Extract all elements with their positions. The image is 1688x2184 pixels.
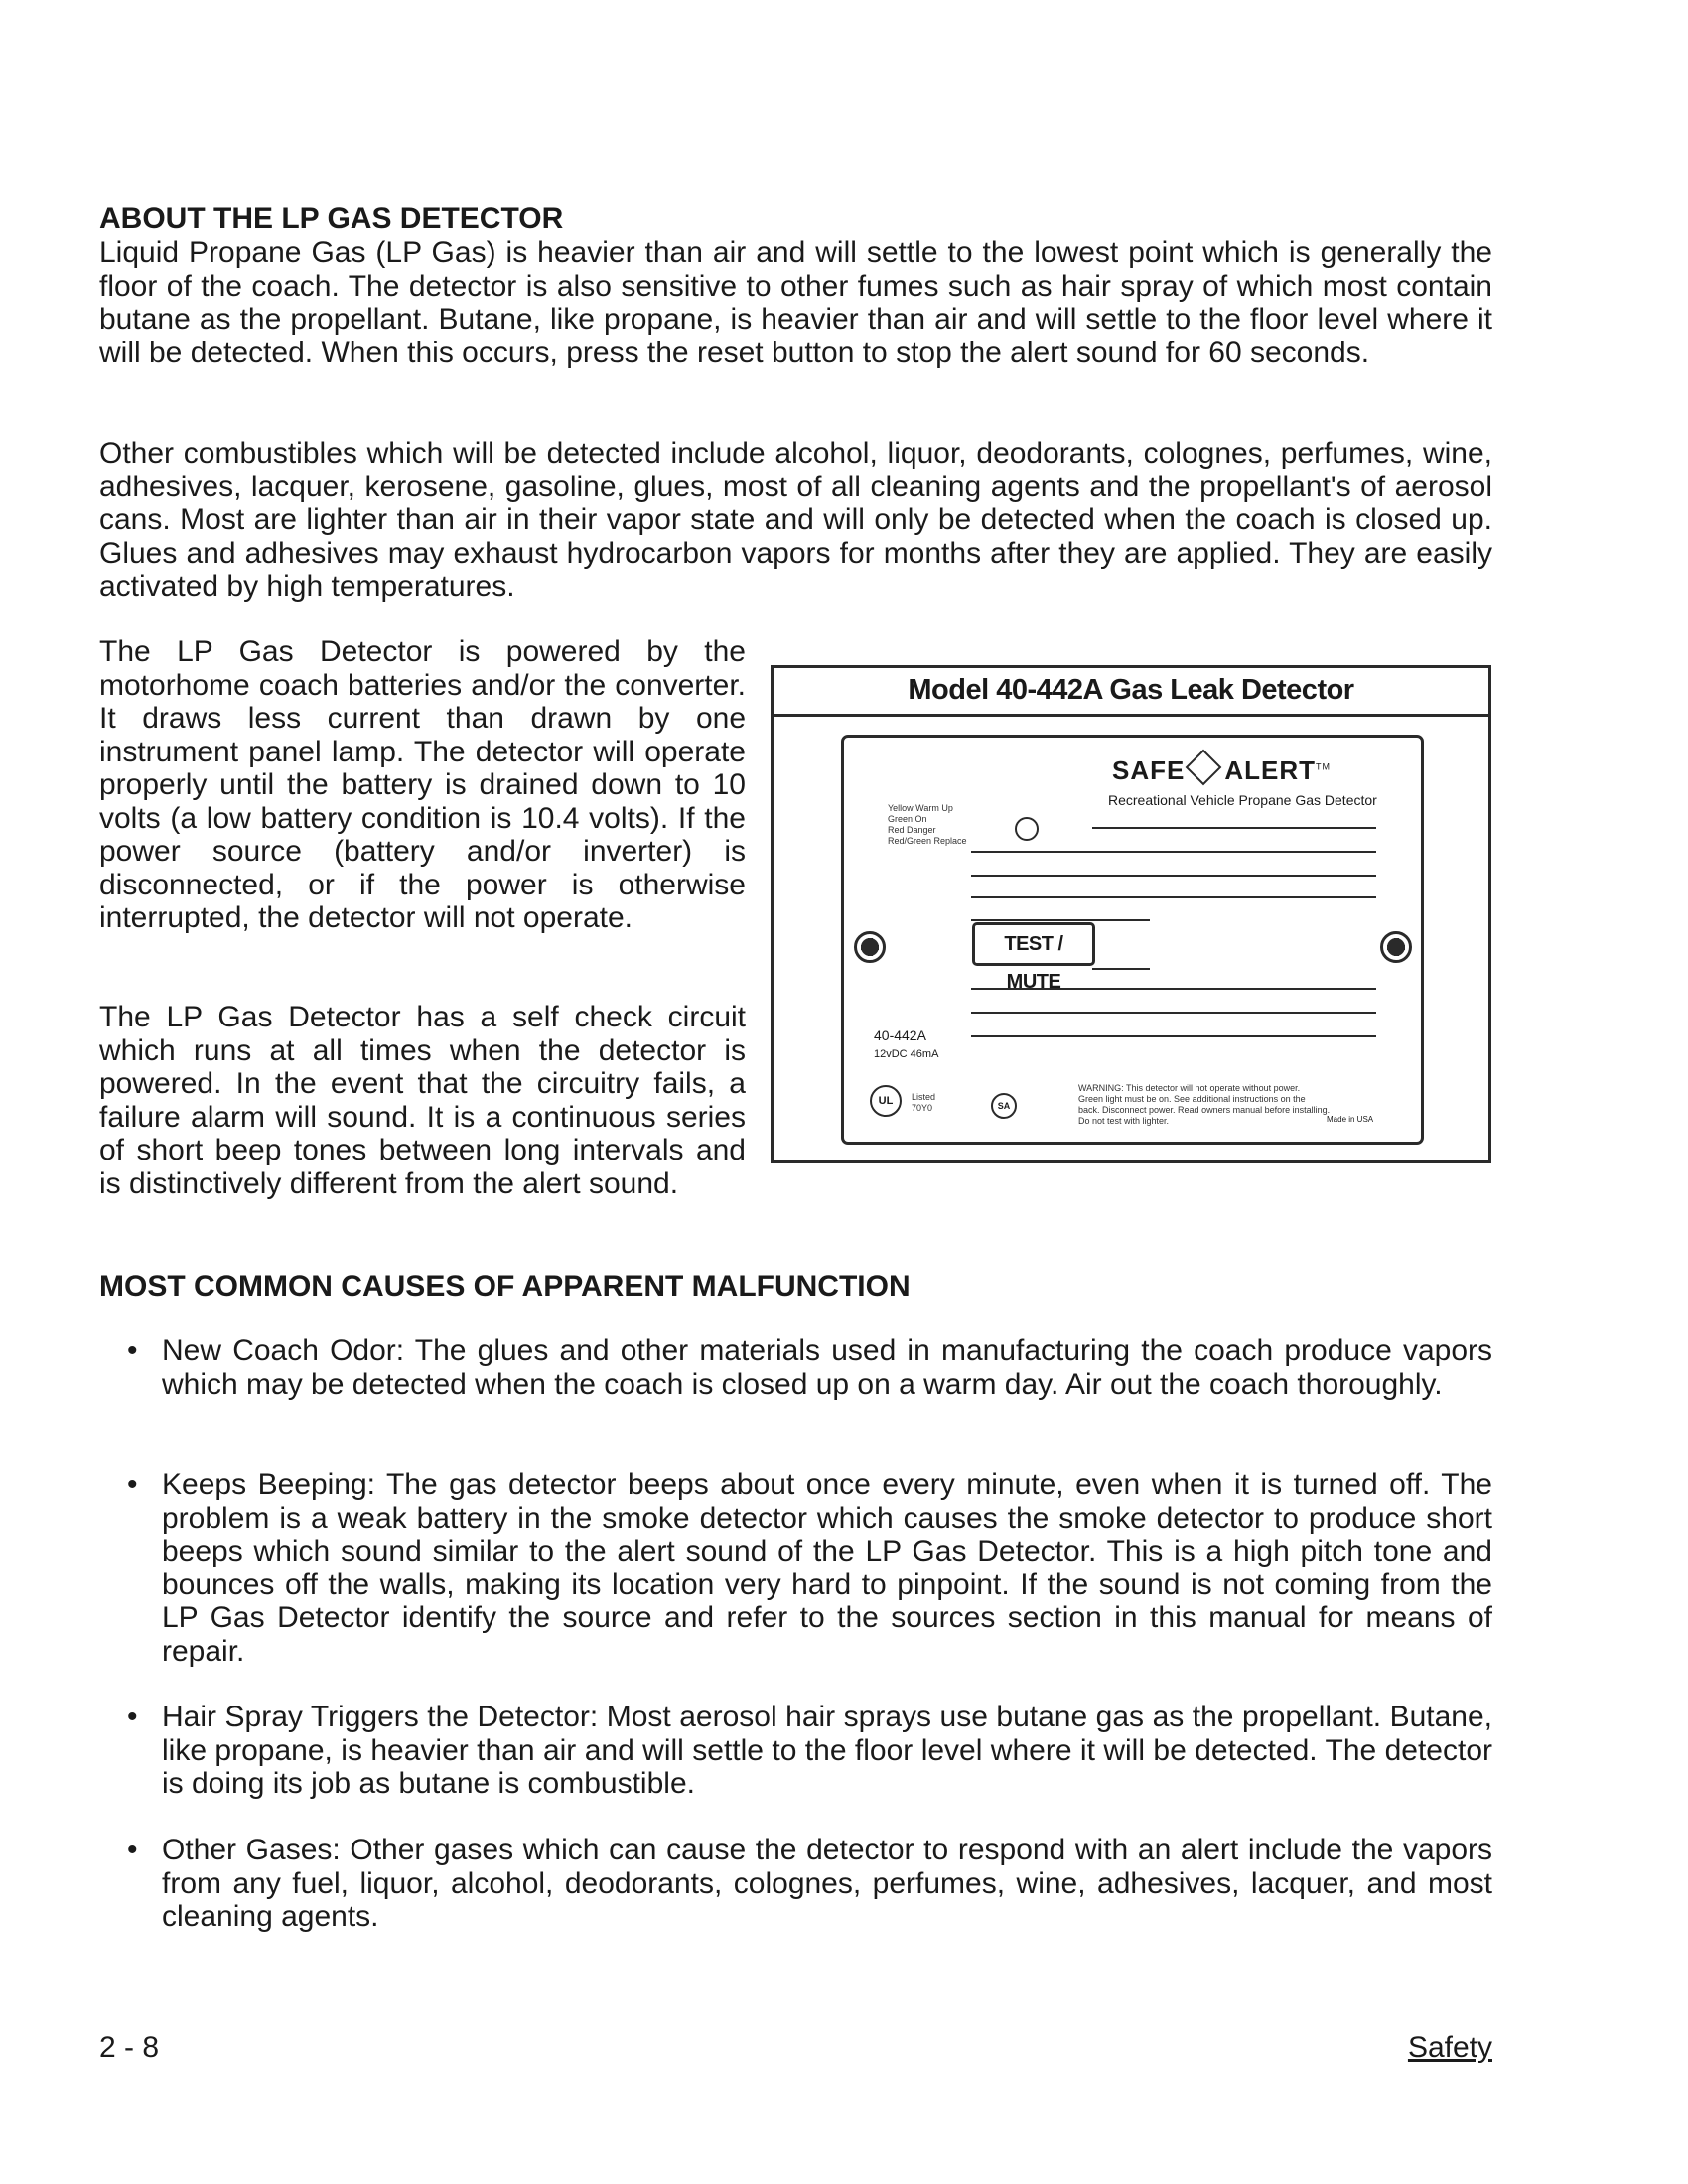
brand-diamond-icon	[1186, 750, 1222, 786]
legend-line: Red Danger	[888, 825, 936, 835]
warning-line: back. Disconnect power. Read owners manual before installing.	[1078, 1105, 1331, 1115]
detector-faceplate	[841, 735, 1424, 1145]
paragraph-lp-gas-intro: Liquid Propane Gas (LP Gas) is heavier than air and will settle to the lowest point which is generally the floor of the coach. The detector is also sensitive to other fumes such as hair spray of which most contain butane as the propellant. Butane, like propane, is heavier than air and will settle to the floor level where it will be detected. When this occurs, press the reset button to stop the alert sound for 60 seconds.	[99, 236, 1492, 369]
brand-word-safe: SAFE	[1112, 755, 1186, 785]
divider-line	[971, 919, 1150, 921]
brand-logo	[1112, 753, 1331, 786]
ul-logo-icon: UL	[870, 1085, 902, 1117]
list-item-text: Keeps Beeping: The gas detector beeps about once every minute, even when it is turned off. The problem is a weak battery in the smoke detector which causes the smoke detector to produce short beeps which sound similar to the alert sound of the LP Gas Detector. This is a high pitch tone and bounces off the walls, making its location very hard to pinpoint. If the sound is not coming from the LP Gas Detector identify the source and refer to the sources section in this manual for means of repair.	[162, 1468, 1492, 1668]
bullet-icon: •	[127, 1468, 138, 1501]
warning-line: Green light must be on. See additional instructions on the	[1078, 1094, 1306, 1104]
power-rating: 12vDC 46mA	[874, 1048, 939, 1060]
divider-line	[971, 1012, 1376, 1014]
legend-line: Red/Green Replace	[888, 836, 967, 846]
list-item-text: Other Gases: Other gases which can cause the detector to respond with an alert include the vapors from any fuel, liquor, alcohol, deodorants, colognes, perfumes, wine, adhesives, lacquer, and most cleaning agents.	[162, 1834, 1492, 1933]
list-item-text: Hair Spray Triggers the Detector: Most aerosol hair sprays use butane gas as the propellant. Butane, like propane, is heavier than air and will settle to the floor level where it will be detected. The detector is doing its job as butane is combustible.	[162, 1701, 1492, 1800]
warning-line: WARNING: This detector will not operate without power.	[1078, 1083, 1301, 1093]
csa-logo-icon: SA	[991, 1093, 1017, 1119]
trademark-mark: TM	[1316, 761, 1332, 772]
detector-figure	[771, 665, 1491, 1163]
ul-listed-text	[912, 1092, 935, 1114]
ul-listed-line: 70Y0	[912, 1103, 933, 1113]
paragraph-other-combustibles: Other combustibles which will be detected include alcohol, liquor, deodorants, colognes, perfumes, wine, adhesives, lacquer, kerosene, gasoline, glues, most of all cleaning agents and the propellant's of aerosol cans. Most are lighter than air in their vapor state and will only be detected when the coach is closed up. Glues and adhesives may exhaust hydrocarbon vapors for months after they are applied. They are easily activated by high temperatures.	[99, 437, 1492, 603]
mounting-screw-icon	[854, 931, 886, 963]
divider-line	[1092, 827, 1376, 829]
divider-line	[971, 851, 1376, 853]
legend-line: Yellow Warm Up	[888, 803, 953, 813]
led-legend	[888, 803, 967, 847]
model-number: 40-442A	[874, 1027, 926, 1043]
figure-title: Model 40-442A Gas Leak Detector	[774, 668, 1488, 717]
list-item-text: New Coach Odor: The glues and other materials used in manufacturing the coach produce vapors which may be detected when the coach is closed up on a warm day. Air out the coach thoroughly.	[162, 1334, 1492, 1401]
section-heading-malfunction: MOST COMMON CAUSES OF APPARENT MALFUNCTION	[99, 1270, 911, 1302]
bullet-icon: •	[127, 1334, 138, 1367]
brand-word-alert: ALERT	[1224, 755, 1317, 785]
bullet-icon: •	[127, 1701, 138, 1733]
bullet-icon: •	[127, 1834, 138, 1866]
mounting-screw-icon	[1380, 931, 1412, 963]
footer-section-link[interactable]: Safety	[1407, 2031, 1492, 2064]
warning-line: Do not test with lighter.	[1078, 1116, 1170, 1126]
paragraph-self-check: The LP Gas Detector has a self check circuit which runs at all times when the detector is powered. In the event that the circuitry fails, a failure alarm will sound. It is a continuous series of short beep tones between long intervals and is distinctively different from the alert sound.	[99, 1001, 746, 1200]
legend-line: Green On	[888, 814, 927, 824]
status-led-icon	[1015, 817, 1039, 841]
brand-subtitle: Recreational Vehicle Propane Gas Detector	[1108, 792, 1377, 808]
divider-line	[1092, 968, 1150, 970]
section-heading-lp-gas-detector: ABOUT THE LP GAS DETECTOR	[99, 203, 564, 235]
divider-line	[971, 1035, 1376, 1037]
paragraph-power-source: The LP Gas Detector is powered by the motorhome coach batteries and/or the converter. It draws less current than drawn by one instrument panel lamp. The detector will operate properly until the battery is drained down to 10 volts (a low battery condition is 10.4 volts). If the power source (battery and/or inverter) is disconnected, or if the power is otherwise interrupted, the detector will not operate.	[99, 635, 746, 934]
page-number: 2 - 8	[99, 2031, 160, 2064]
divider-line	[971, 988, 1376, 990]
ul-listed-line: Listed	[912, 1092, 936, 1102]
divider-line	[971, 896, 1376, 898]
test-mute-button: TEST / MUTE	[972, 922, 1095, 966]
divider-line	[971, 875, 1376, 877]
made-in-label: Made in USA	[1327, 1115, 1374, 1124]
